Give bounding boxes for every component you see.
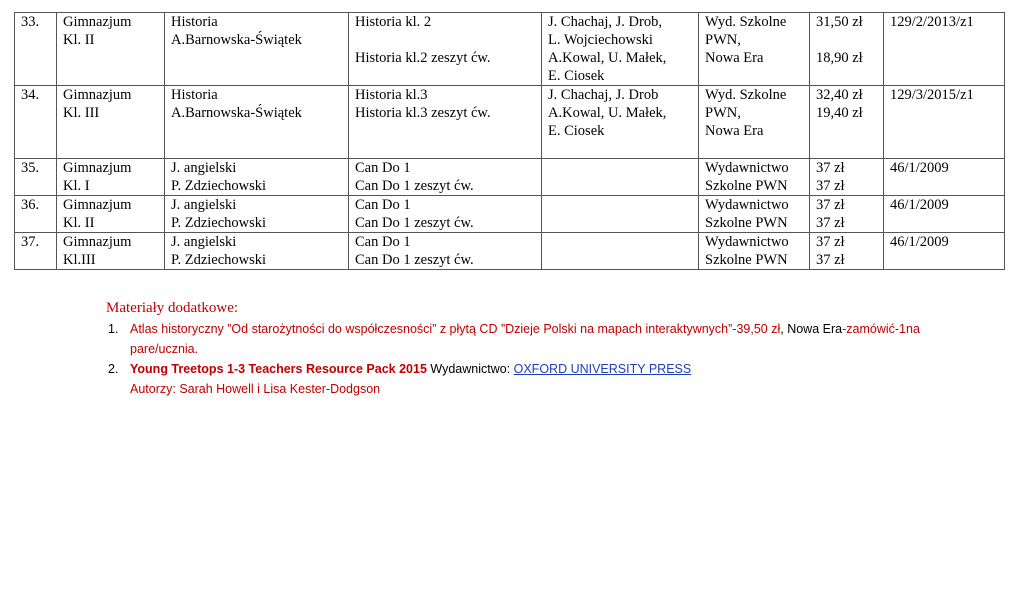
title-cell: Can Do 1 Can Do 1 zeszyt ćw.	[349, 159, 542, 196]
school-cell: Gimnazjum Kl. II	[57, 196, 165, 233]
additional-materials-title: Materiały dodatkowe:	[106, 300, 239, 316]
atlas-order-note-cont: pare/ucznia.	[130, 342, 199, 356]
publisher-cell: Wyd. Szkolne PWN, Nowa Era	[699, 13, 810, 86]
table-row	[15, 86, 1005, 159]
price-cell: 32,40 zł 19,40 zł	[810, 86, 884, 159]
price-cell: 37 zł 37 zł	[810, 159, 884, 196]
row-number: 33.	[15, 13, 57, 86]
row-number: 37.	[15, 233, 57, 270]
publisher-cell: Wydawnictwo Szkolne PWN	[699, 233, 810, 270]
authors-cell: J. Chachaj, J. Drob A.Kowal, U. Małek, E. Ciosek	[542, 86, 699, 159]
atlas-order-note: -zamówić-1na	[842, 322, 920, 336]
authors-cell: J. Chachaj, J. Drob, L. Wojciechowski A.Kowal, U. Małek, E. Ciosek	[542, 13, 699, 86]
publisher-cell: Wydawnictwo Szkolne PWN	[699, 196, 810, 233]
list-number: 1.	[108, 322, 119, 336]
approval-code-cell: 46/1/2009	[884, 233, 1005, 270]
title-cell: Can Do 1 Can Do 1 zeszyt ćw.	[349, 196, 542, 233]
publisher-cell: Wyd. Szkolne PWN, Nowa Era	[699, 86, 810, 159]
row-number: 34.	[15, 86, 57, 159]
resource-pack-title: Young Treetops 1-3 Teachers Resource Pack 2015	[130, 362, 427, 376]
table-row	[15, 233, 1005, 270]
atlas-description: Atlas historyczny ”Od starożytności do współczesności” z płytą CD ”Dzieje Polski na mapach interaktywnych”-39,50 zł	[130, 322, 781, 336]
book-list-table	[14, 12, 1005, 270]
authors-cell	[542, 159, 699, 196]
price-cell: 31,50 zł 18,90 zł	[810, 13, 884, 86]
publisher-link[interactable]: OXFORD UNIVERSITY PRESS	[513, 362, 692, 376]
subject-cell: Historia A.Barnowska-Świątek	[165, 13, 349, 86]
list-item	[106, 359, 1006, 399]
table-row	[15, 159, 1005, 196]
school-cell: Gimnazjum Kl. I	[57, 159, 165, 196]
atlas-publisher: , Nowa Era	[780, 322, 843, 336]
approval-code-cell: 129/2/2013/z1	[884, 13, 1005, 86]
school-cell: Gimnazjum Kl. II	[57, 13, 165, 86]
title-cell: Historia kl. 2 Historia kl.2 zeszyt ćw.	[349, 13, 542, 86]
subject-cell: Historia A.Barnowska-Świątek	[165, 86, 349, 159]
approval-code-cell: 129/3/2015/z1	[884, 86, 1005, 159]
title-cell: Historia kl.3 Historia kl.3 zeszyt ćw.	[349, 86, 542, 159]
table-row	[15, 13, 1005, 86]
authors-cell	[542, 233, 699, 270]
list-number: 2.	[108, 362, 119, 376]
price-cell: 37 zł 37 zł	[810, 233, 884, 270]
row-number: 36.	[15, 196, 57, 233]
authors-cell	[542, 196, 699, 233]
publisher-label: Wydawnictwo:	[426, 362, 514, 376]
publisher-cell: Wydawnictwo Szkolne PWN	[699, 159, 810, 196]
table-row	[15, 196, 1005, 233]
approval-code-cell: 46/1/2009	[884, 159, 1005, 196]
school-cell: Gimnazjum Kl. III	[57, 86, 165, 159]
subject-cell: J. angielski P. Zdziechowski	[165, 233, 349, 270]
subject-cell: J. angielski P. Zdziechowski	[165, 196, 349, 233]
additional-materials	[106, 300, 1006, 399]
price-cell: 37 zł 37 zł	[810, 196, 884, 233]
additional-materials-list	[106, 319, 1006, 399]
resource-pack-authors: Autorzy: Sarah Howell i Lisa Kester-Dodgson	[130, 382, 381, 396]
title-cell: Can Do 1 Can Do 1 zeszyt ćw.	[349, 233, 542, 270]
subject-cell: J. angielski P. Zdziechowski	[165, 159, 349, 196]
school-cell: Gimnazjum Kl.III	[57, 233, 165, 270]
row-number: 35.	[15, 159, 57, 196]
approval-code-cell: 46/1/2009	[884, 196, 1005, 233]
list-item	[106, 319, 1006, 359]
